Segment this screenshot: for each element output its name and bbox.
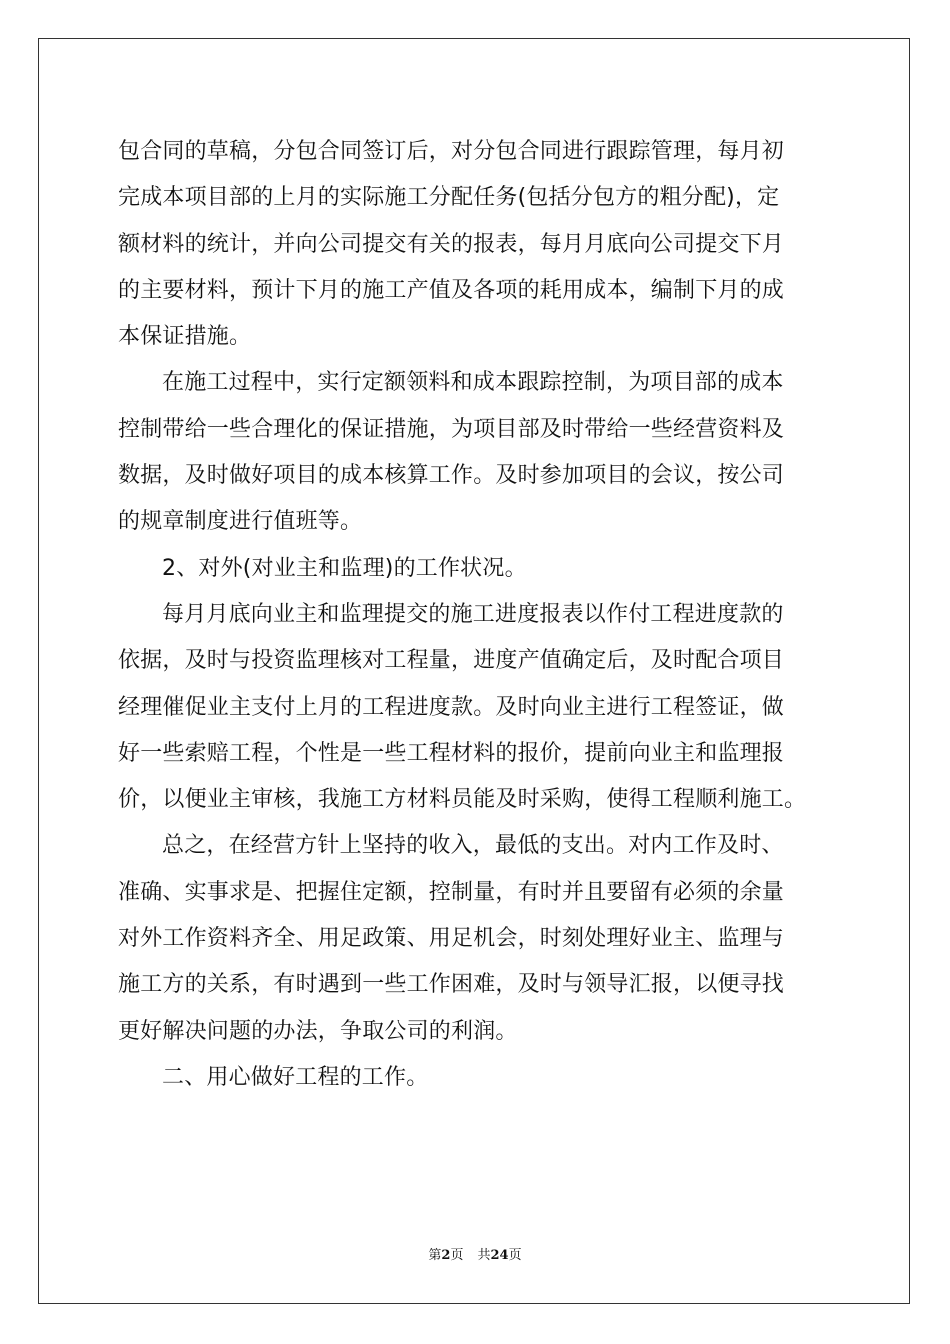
text-line: 的规章制度进行值班等。: [118, 509, 363, 535]
page-suffix: 页: [450, 1248, 464, 1263]
total-pages: 24: [490, 1248, 509, 1263]
text-line: 依据，及时与投资监理核对工程量，进度产值确定后，及时配合项目: [118, 648, 785, 674]
total-prefix: 共: [477, 1248, 491, 1263]
page-footer: [0, 1244, 950, 1263]
paragraph-first-line: 在施工过程中，实行定额领料和成本跟踪控制，为项目部的成本: [162, 370, 784, 396]
text-line: 好一些索赔工程，个性是一些工程材料的报价，提前向业主和监理报: [118, 740, 785, 766]
section-heading: 2、对外(对业主和监理)的工作状况。: [162, 555, 527, 581]
text-line: 的主要材料，预计下月的施工产值及各项的耗用成本，编制下月的成: [118, 277, 785, 303]
paragraph-first-line: 总之，在经营方针上坚持的收入，最低的支出。对内工作及时、: [162, 833, 784, 859]
text-line: 完成本项目部的上月的实际施工分配任务(包括分包方的粗分配)，定: [118, 185, 780, 211]
document-body: [118, 129, 838, 1101]
paragraph-first-line: 每月月底向业主和监理提交的施工进度报表以作付工程进度款的: [162, 601, 784, 627]
page-number: 2: [441, 1248, 451, 1263]
text-line: 控制带给一些合理化的保证措施，为项目部及时带给一些经营资料及: [118, 416, 785, 442]
text-line: 价，以便业主审核，我施工方材料员能及时采购，使得工程顺利施工。: [118, 787, 807, 813]
text-line: 数据，及时做好项目的成本核算工作。及时参加项目的会议，按公司: [118, 463, 785, 489]
text-line: 对外工作资料齐全、用足政策、用足机会，时刻处理好业主、监理与: [118, 926, 785, 952]
text-line: 经理催促业主支付上月的工程进度款。及时向业主进行工程签证，做: [118, 694, 785, 720]
text-line: 更好解决问题的办法，争取公司的利润。: [118, 1018, 518, 1044]
text-line: 额材料的统计，并向公司提交有关的报表，每月月底向公司提交下月: [118, 231, 785, 257]
text-line: 本保证措施。: [118, 324, 252, 350]
text-line: 准确、实事求是、把握住定额，控制量，有时并且要留有必须的余量: [118, 879, 785, 905]
section-heading: 二、用心做好工程的工作。: [162, 1064, 429, 1090]
page-prefix: 第: [428, 1248, 442, 1263]
text-line: 包合同的草稿，分包合同签订后，对分包合同进行跟踪管理，每月初: [118, 139, 785, 164]
total-suffix: 页: [508, 1248, 522, 1263]
text-line: 施工方的关系，有时遇到一些工作困难，及时与领导汇报，以便寻找: [118, 972, 785, 998]
